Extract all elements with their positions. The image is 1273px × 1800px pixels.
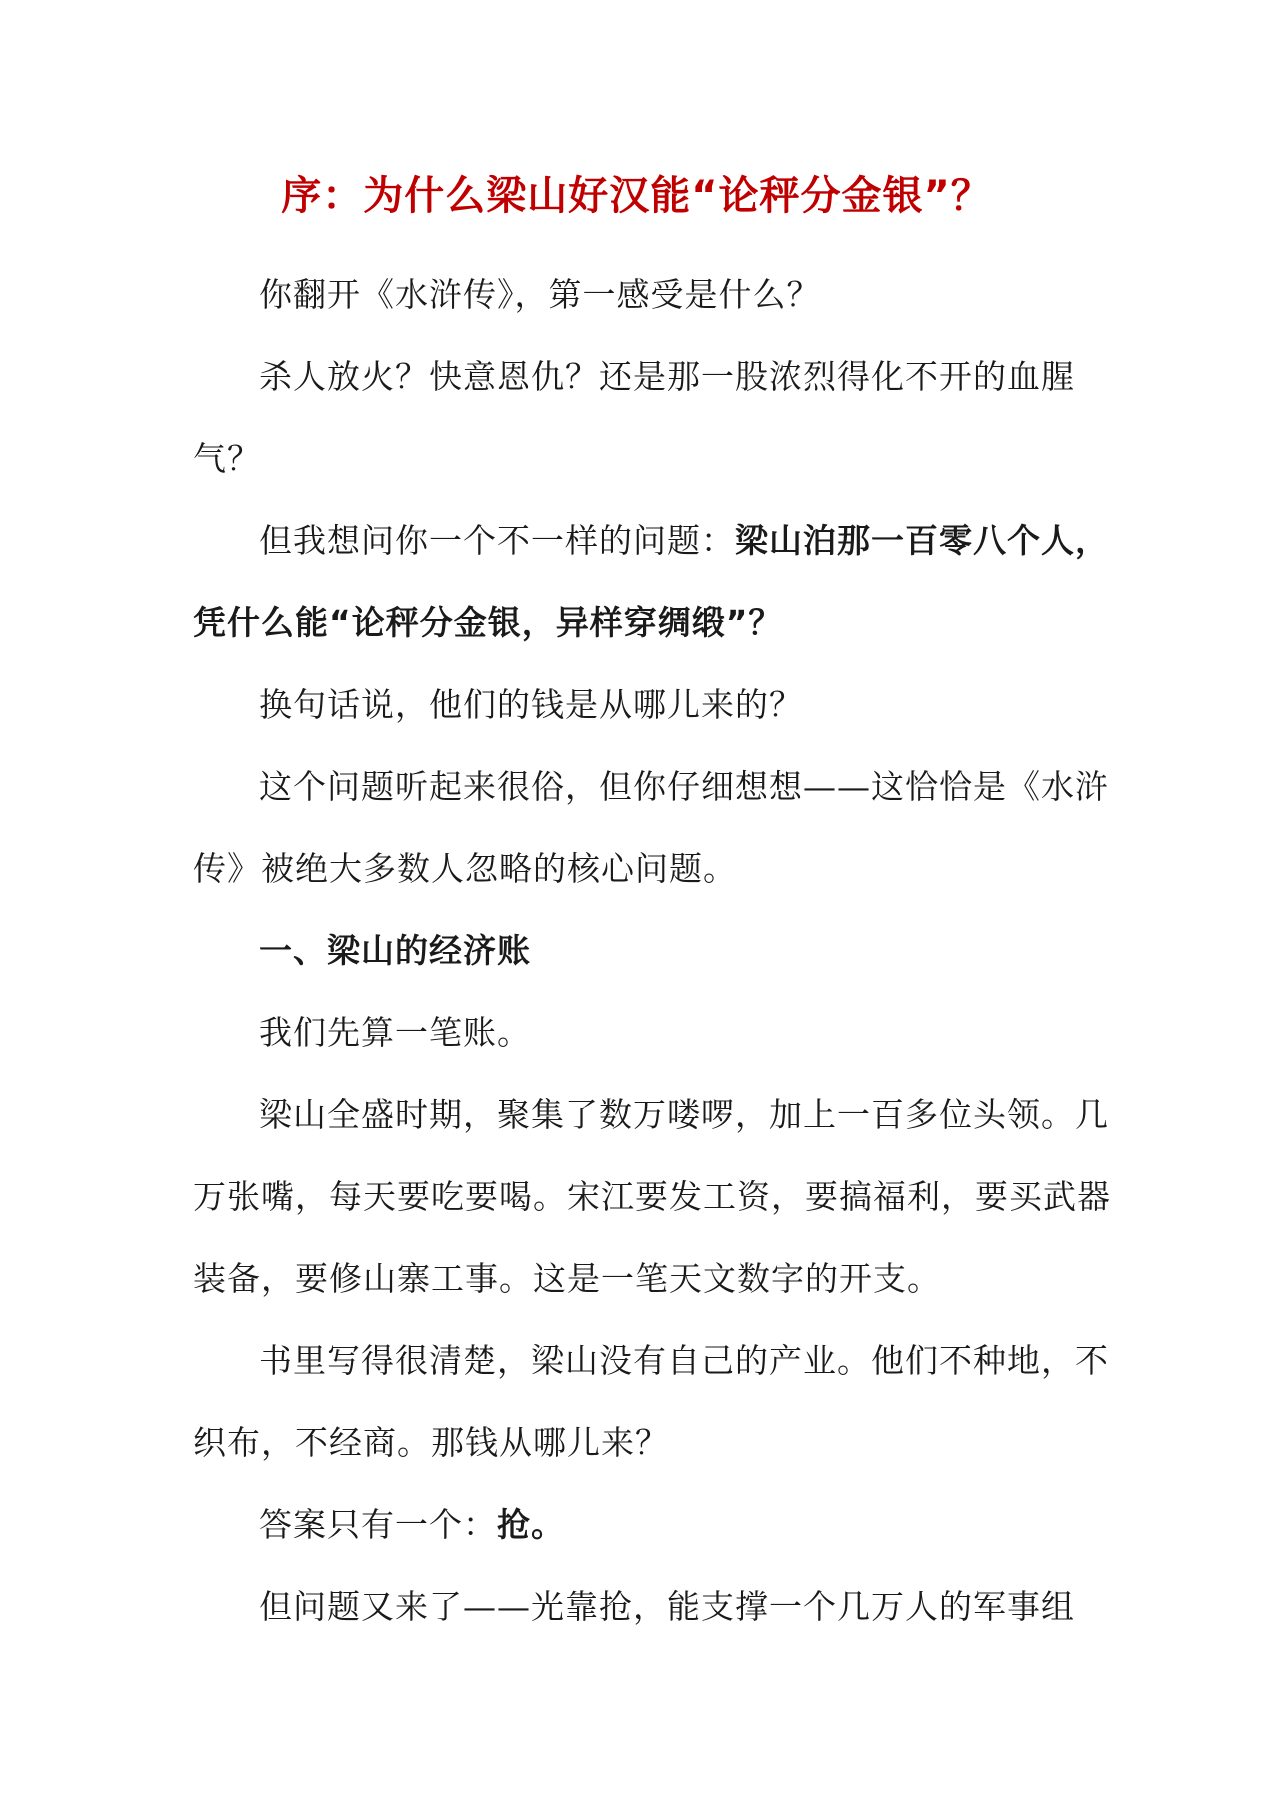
paragraph-8: 书里写得很清楚，梁山没有自己的产业。他们不种地，不织布，不经商。那钱从哪儿来？: [193, 1341, 1109, 1462]
paragraph-6: 我们先算一笔账。: [259, 1013, 531, 1052]
paragraph-3-normal: 但我想问你一个不一样的问题：: [259, 521, 735, 560]
body-text: [193, 254, 1113, 1648]
paragraph-9-bold: 抢。: [497, 1505, 565, 1544]
paragraph-3: [193, 500, 1113, 664]
paragraph-3-bold: 梁山泊那一百零八个人，凭什么能“论秤分金银，异样穿绸缎”？: [193, 521, 1109, 642]
paragraph-7: 梁山全盛时期，聚集了数万喽啰，加上一百多位头领。几万张嘴，每天要吃要喝。宋江要发工资，要搞福利，要买武器装备，要修山寨工事。这是一笔天文数字的开支。: [193, 1095, 1111, 1298]
paragraph-1: 你翻开《水浒传》，第一感受是什么？: [259, 275, 821, 314]
paragraph-5: 这个问题听起来很俗，但你仔细想想——这恰恰是《水浒传》被绝大多数人忽略的核心问题。: [193, 767, 1109, 888]
preface-title: 序：为什么梁山好汉能“论秤分金银”？: [281, 173, 992, 219]
paragraph-9: [193, 1484, 1113, 1566]
paragraph-10: 但问题又来了——光靠抢，能支撑一个几万人的军事组: [259, 1587, 1075, 1626]
paragraph-9-normal: 答案只有一个：: [259, 1505, 497, 1544]
paragraph-4: 换句话说，他们的钱是从哪儿来的？: [259, 685, 803, 724]
paragraph-2: 杀人放火？快意恩仇？还是那一股浓烈得化不开的血腥气？: [193, 357, 1075, 478]
section-heading: 一、梁山的经济账: [259, 931, 531, 970]
